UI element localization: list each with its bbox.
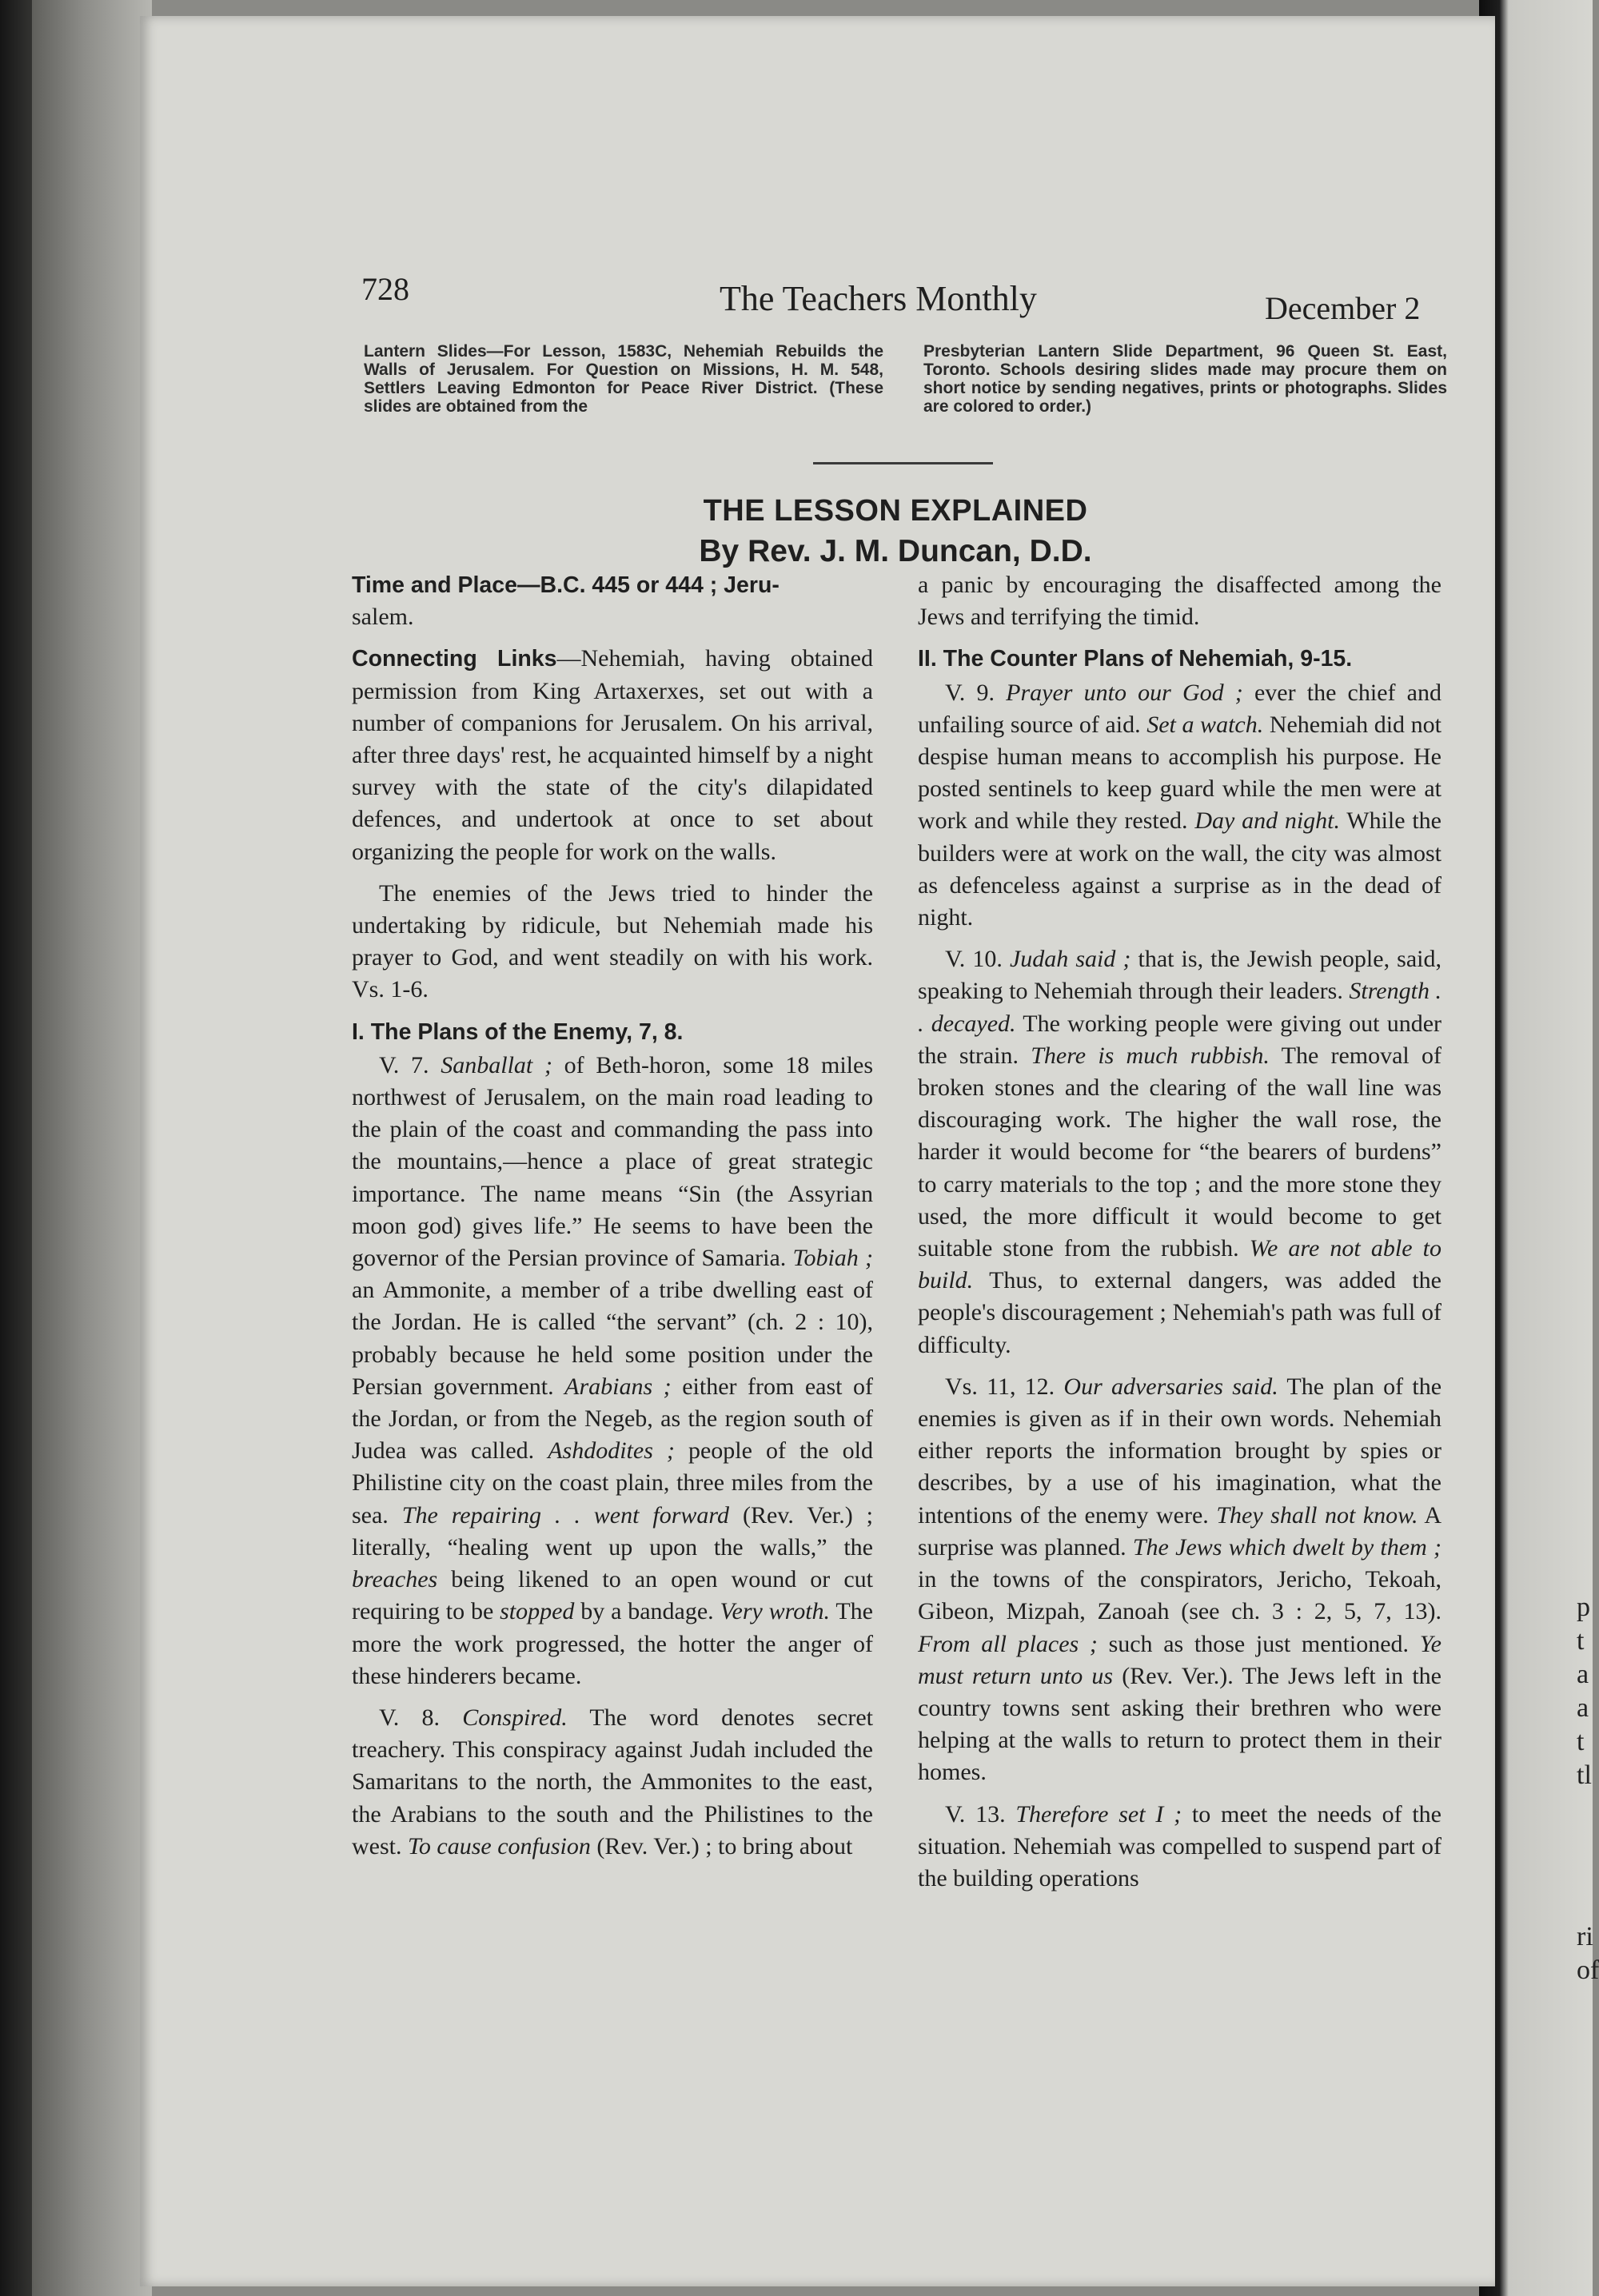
edge-fragment: p	[1577, 1592, 1590, 1622]
page-number: 728	[361, 271, 409, 307]
left-column	[352, 569, 873, 1872]
book-spine	[0, 0, 32, 2296]
issue-date: December 2	[1265, 290, 1421, 326]
edge-fragment: of	[1577, 1955, 1599, 1985]
edge-fragment: ri	[1577, 1922, 1593, 1951]
paragraph: The enemies of the Jews tried to hinder the undertaking by ridicule, but Nehemiah made his prayer to God, and went steadily on with his work. Vs. 1-6.	[352, 879, 873, 1003]
lantern-slides-note	[364, 342, 883, 416]
edge-fragment: a	[1577, 1693, 1589, 1723]
lantern-slides-text: —For Lesson, 1583C, Nehemiah Rebuilds the Walls of Jerusalem. For Question on Missions, H. M. 548, Settlers Leaving Edmonton for Peace River District. (These slides are obtained from the	[364, 342, 883, 416]
article-title: THE LESSON EXPLAINED	[703, 494, 1088, 528]
section-heading: I. The Plans of the Enemy, 7, 8.	[352, 1018, 684, 1045]
scanner-bed-right	[1479, 0, 1599, 2296]
verse-note-11-12: Vs. 11, 12. Our adversaries said. The plan of the enemies is given as if in their own words. Nehemiah either reports the information brought by spies or describes, by a use of his imagination, what the intentions of the enemy were. They shall not know. A surprise was planned. The Jews which dwelt by them ; in the towns of the conspirators, Jericho, Tekoah, Gibeon, Mizpah, Zanoah (see ch. 3 : 2, 5, 7, 13). From all places ; such as those just mentioned. Ye must return unto us (Rev. Ver.). The Jews left in the country towns sent asking their brethren who were helping at the walls to return to protect them in their homes.	[918, 1373, 1442, 1786]
verse-note-10: V. 10. Judah said ; that is, the Jewish people, said, speaking to Nehemiah through their leaders. Strength . . decayed. The working people were giving out under the strain. There is much rubbish. The removal of broken stones and the clearing of the wall line was discouraging work. The higher the wall rose, the harder it would become for “the bearers of burdens” to carry materials to the top ; and the more stone they used, the more difficult it would become to get suitable stone from the rubbish. We are not able to build. Thus, to external dangers, was added the people's discouragement ; Nehemiah's path was full of difficulty.	[918, 946, 1442, 1358]
article-byline: By Rev. J. M. Duncan, D.D.	[699, 534, 1092, 568]
lantern-slides-note-continued: Presbyterian Lantern Slide Department, 96 Queen St. East, Toronto. Schools desiring slides made may procure them on short notice by sending negatives, prints or photographs. Slides are colored to order.)	[923, 342, 1447, 416]
edge-fragment: t	[1577, 1626, 1585, 1656]
connecting-links: Connecting Links—Nehemiah, having obtained permission from King Artaxerxes, set out with a number of companions for Jerusalem. On his arrival, after three days' rest, he acquainted himself by a night survey with the state of the city's dilapidated defences, and undertook at once to set about organizing the people for work on the walls.	[352, 645, 873, 865]
time-and-place: Time and Place—B.C. 445 or 444 ; Jeru- salem.	[352, 572, 780, 631]
right-column	[918, 569, 1441, 1904]
section-heading: II. The Counter Plans of Nehemiah, 9-15.	[918, 646, 1353, 672]
connecting-links-lead: Connecting Links	[352, 646, 557, 672]
verse-note-7: V. 7. Sanballat ; of Beth-horon, some 18 miles northwest of Jerusalem, on the main road leading to the plain of the coast and commanding the pass into the mountains,—hence a place of great strategic importance. The name means “Sin (the Assyrian moon god) gives life.” He seems to have been the governor of the Persian province of Samaria. Tobiah ; an Ammonite, a member of a tribe dwelling east of the Jordan. He is called “the servant” (ch. 2 : 10), probably because he held some position under the Persian government. Arabians ; either from east of the Jordan, or from the Negeb, as the region south of Judea was called. Ashdodites ; people of the old Philistine city on the coast plain, three miles from the sea. The repairing . . went forward (Rev. Ver.) ; literally, “healing went up upon the walls,” the breaches being likened to an open wound or cut requiring to be stopped by a bandage. Very wroth. The more the work progressed, the hotter the anger of these hinderers became.	[352, 1051, 874, 1689]
edge-fragment: t	[1577, 1727, 1585, 1756]
edge-fragment: a	[1577, 1660, 1589, 1689]
verse-note-9: V. 9. Prayer unto our God ; ever the chief and unfailing source of aid. Set a watch. Nehemiah did not despise human means to accomplish his purpose. He posted sentinels to keep guard while the men were at work and while they rested. Day and night. While the builders were at work on the wall, the city was almost as defenceless against a surprise as in the dead of night.	[918, 679, 1441, 931]
edge-fragment: tl	[1577, 1760, 1592, 1790]
time-and-place-lead: Time and Place—B.C. 445 or 444 ; Jeru-	[352, 572, 780, 598]
section-divider	[813, 462, 993, 464]
adjacent-page-edge	[1577, 1591, 1599, 1987]
verse-note-8: V. 8. Conspired. The word denotes secret treachery. This conspiracy against Judah included the Samaritans to the north, the Ammonites to the east, the Arabians to the south and the Philistines to the west. To cause confusion (Rev. Ver.) ; to bring about	[352, 1704, 874, 1860]
lantern-slides-lead: Lantern Slides	[364, 342, 487, 361]
verse-note-13: V. 13. Therefore set I ; to meet the needs of the situation. Nehemiah was compelled to suspend part of the building operations	[918, 1800, 1441, 1891]
paragraph-continued: a panic by encouraging the disaffected among the Jews and terrifying the timid.	[918, 572, 1441, 631]
running-title: The Teachers Monthly	[720, 279, 1037, 318]
